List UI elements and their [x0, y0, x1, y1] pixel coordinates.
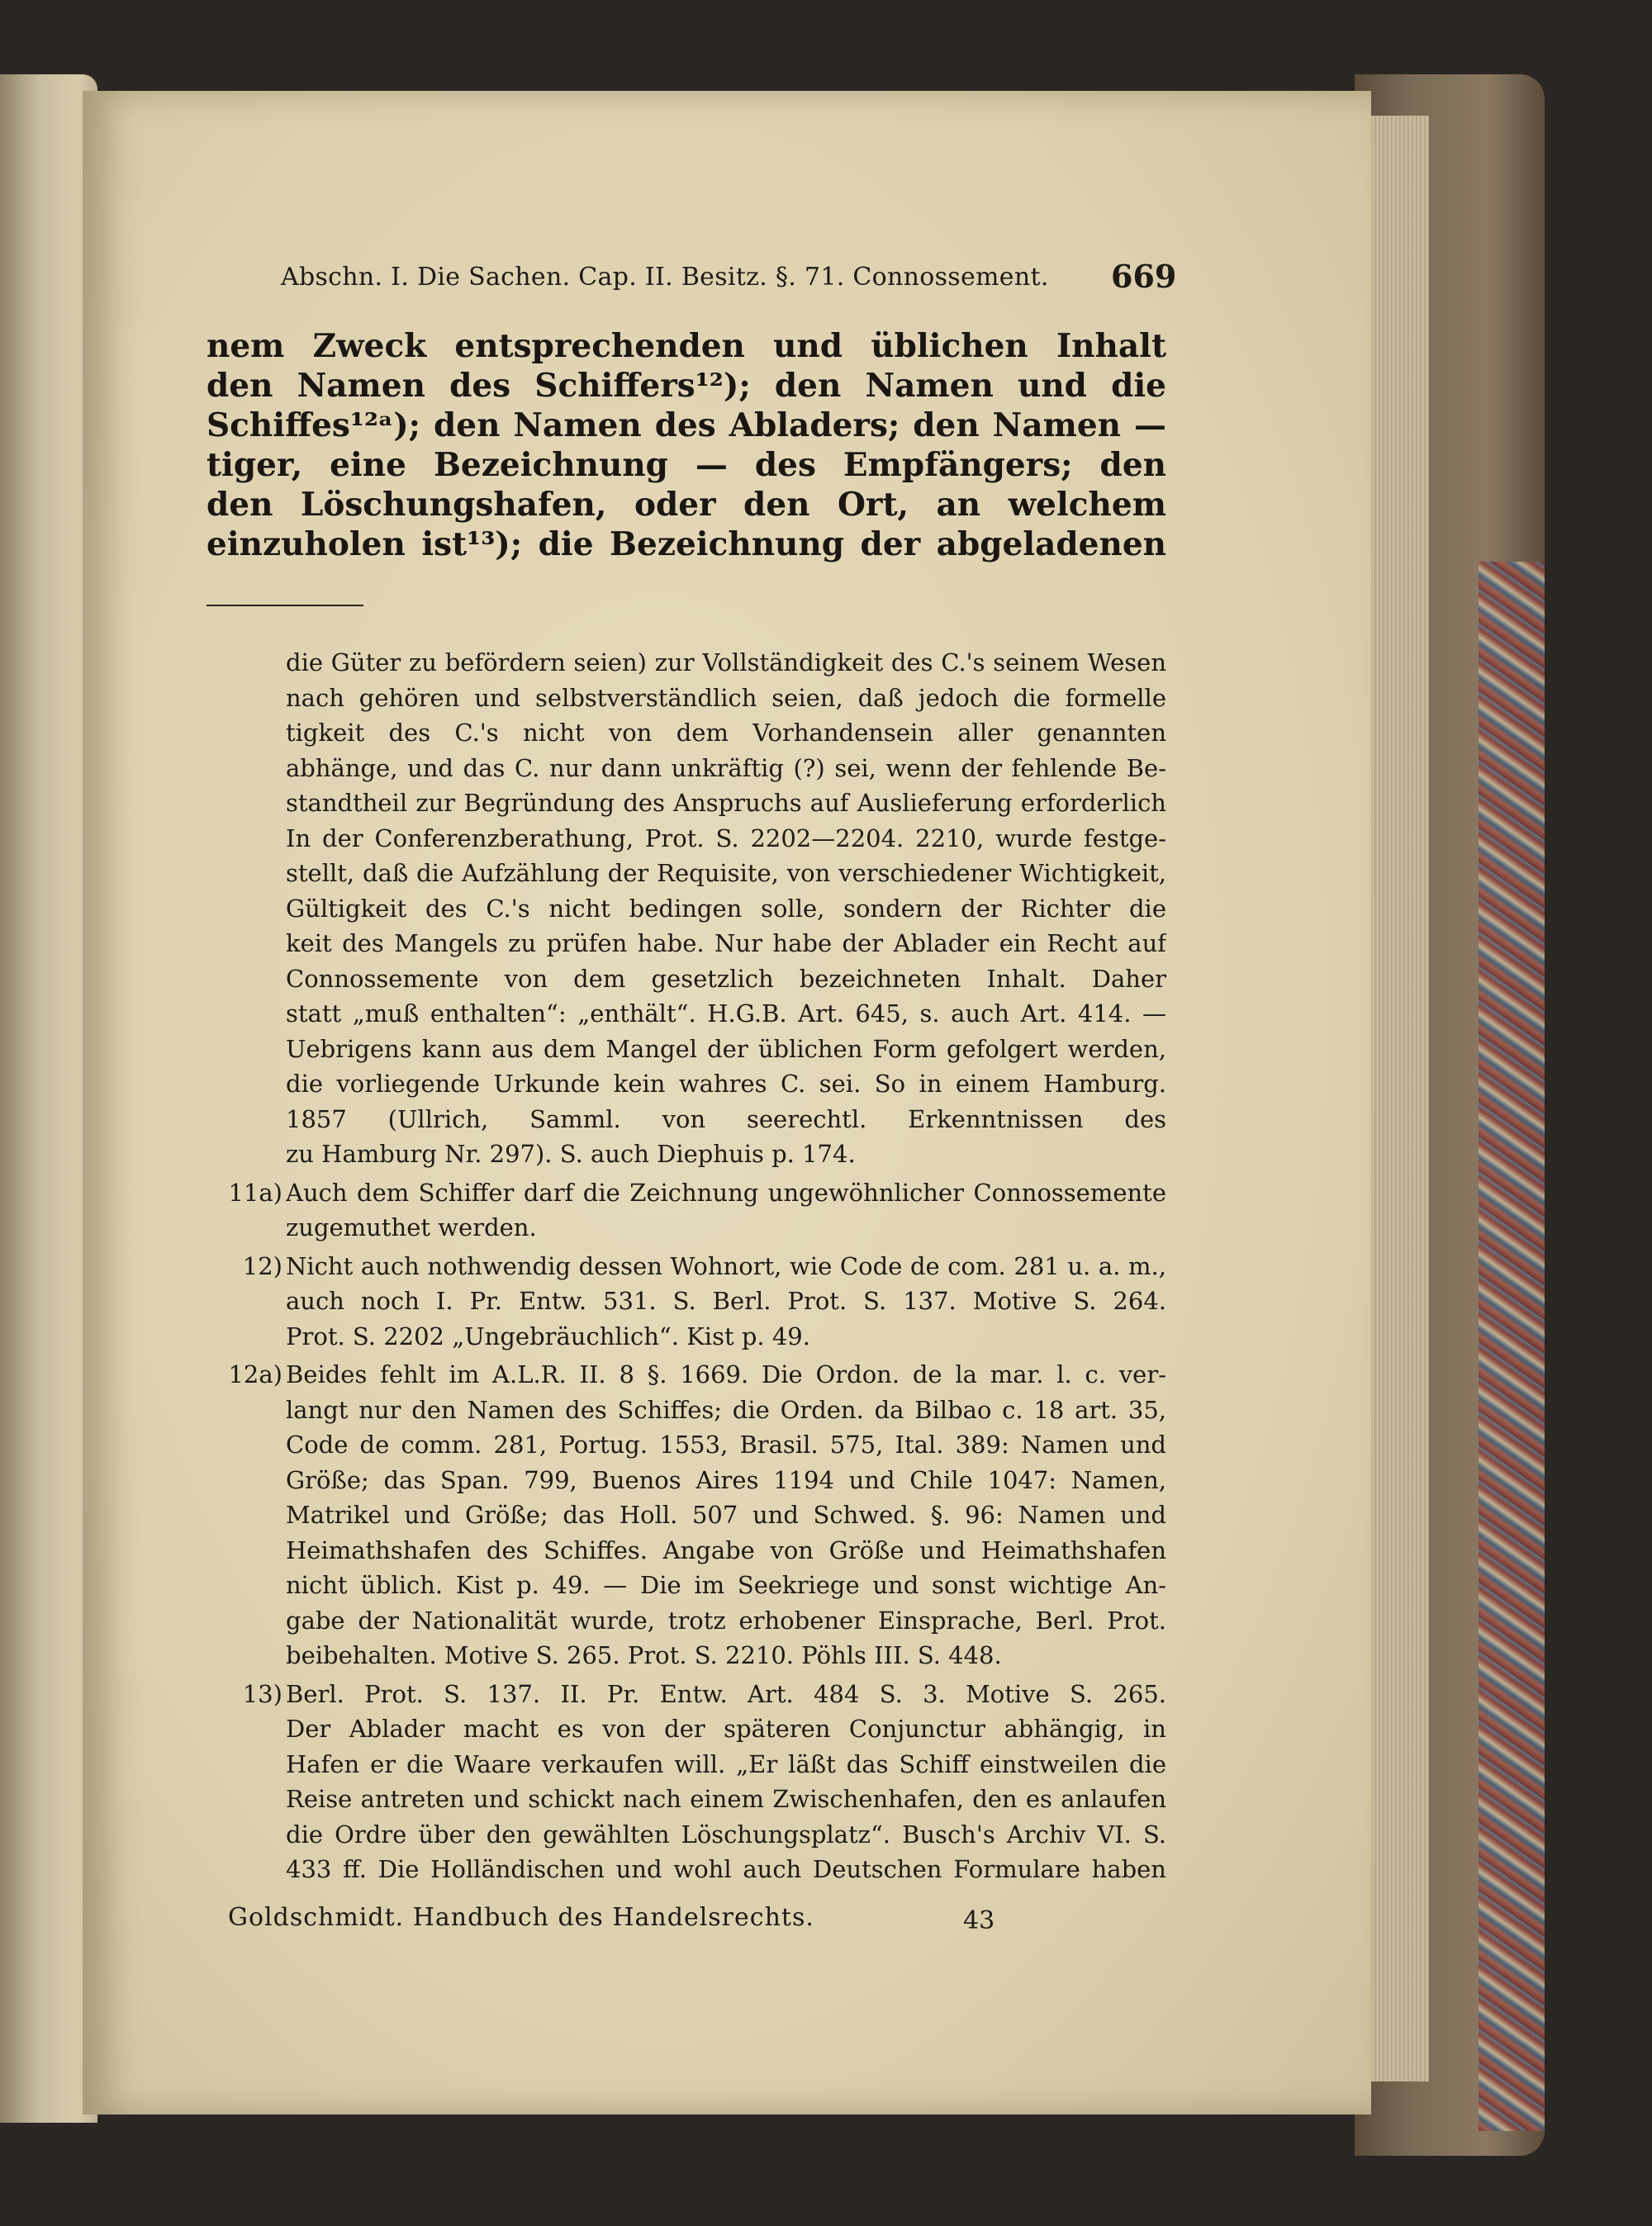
footnote-line: Hafen er die Waare verkaufen will. „Er läßt das Schiff einstweilen die — [286, 1749, 1166, 1778]
footnote-line: 433 ff. Die Holländischen und wohl auch Deutschen Formulare haben — [286, 1855, 1166, 1883]
footnote-line: Heimathshafen des Schiffes. Angabe von Größe und Heimathshafen — [286, 1535, 1166, 1564]
footnote-line: standtheil zur Begründung des Anspruchs auf Auslieferung erforderlich — [286, 789, 1166, 817]
footnote-rule — [206, 605, 363, 606]
body-line: den Löschungshafen, oder den Ort, an welchem — [206, 486, 1166, 524]
body-line: nem Zweck entsprechenden und üblichen Inhalt — [206, 327, 1166, 365]
footnote-line: Der Ablader macht es von der späteren Conjunctur abhängig, in — [286, 1715, 1166, 1743]
footnote-line: Beides fehlt im A.L.R. II. 8 §. 1669. Die Ordon. de la mar. l. c. ver- — [286, 1360, 1166, 1388]
footnote-line: Prot. S. 2202 „Ungebräuchlich“. Kist p. 49. — [286, 1322, 810, 1350]
footnote-line: die Güter zu befördern seien) zur Vollständigkeit des C.'s seinem Wesen — [286, 648, 1166, 676]
footnote-line: stellt, daß die Aufzählung der Requisite, von verschiedener Wichtigkeit, — [286, 859, 1166, 887]
footnote-label: 12) — [242, 1251, 282, 1280]
footnote-line: gabe der Nationalität wurde, trotz erhobener Einsprache, Berl. Prot. — [286, 1606, 1166, 1635]
footnote-line: tigkeit des C.'s nicht von dem Vorhandensein aller genannten — [286, 719, 1166, 747]
footnote-line: Größe; das Span. 799, Buenos Aires 1194 und Chile 1047: Namen, — [286, 1465, 1166, 1494]
footnote-line: Auch dem Schiffer darf die Zeichnung ungewöhnlicher Connossemente — [286, 1178, 1166, 1207]
footnote-label: 13) — [242, 1679, 282, 1708]
footnote-line: zu Hamburg Nr. 297). S. auch Diephuis p. 174. — [286, 1140, 856, 1168]
footnote-line: statt „muß enthalten“: „enthält“. H.G.B. Art. 645, s. auch Art. 414. — — [286, 999, 1166, 1028]
footnote-line: zugemuthet werden. — [286, 1213, 537, 1241]
footnote-line: die vorliegende Urkunde kein wahres C. sei. So in einem Hamburg. — [286, 1070, 1166, 1098]
footnote-label: 12a) — [228, 1360, 282, 1388]
footnote-line: Matrikel und Größe; das Holl. 507 und Schwed. §. 96: Namen und — [286, 1501, 1166, 1529]
body-line: tiger, eine Bezeichnung — des Empfängers; den — [206, 446, 1166, 484]
body-line: Schiffes¹²ᵃ); den Namen des Abladers; den Namen — — [206, 406, 1166, 444]
signature-mark: 43 — [963, 1906, 995, 1935]
footnote-line: Reise antreten und schickt nach einem Zwischenhafen, den es anlaufen — [286, 1785, 1166, 1813]
footnote-line: nicht üblich. Kist p. 49. — Die im Seekriege und sonst wichtige An- — [286, 1571, 1166, 1599]
footnote-line: beibehalten. Motive S. 265. Prot. S. 2210. Pöhls III. S. 448. — [286, 1641, 1002, 1669]
footnote-label: 11a) — [228, 1178, 282, 1207]
footnote-line: In der Conferenzberathung, Prot. S. 2202—2204. 2210, wurde festge- — [286, 823, 1166, 852]
footnote-line: 1857 (Ullrich, Samml. von seerechtl. Erkenntnissen des — [286, 1104, 1166, 1133]
footnote-line: nach gehören und selbstverständlich seien, daß jedoch die formelle — [286, 683, 1166, 712]
body-line: den Namen des Schiffers¹²); den Namen und die — [206, 367, 1166, 405]
footnote-line: auch noch I. Pr. Entw. 531. S. Berl. Prot. S. 137. Motive S. 264. — [286, 1287, 1166, 1315]
footnote-line: Nicht auch nothwendig dessen Wohnort, wie Code de com. 281 u. a. m., — [286, 1251, 1166, 1280]
footer-title: Goldschmidt. Handbuch des Handelsrechts. — [228, 1903, 814, 1932]
footnote-line: keit des Mangels zu prüfen habe. Nur habe der Ablader ein Recht auf — [286, 929, 1166, 957]
running-head: Abschn. I. Die Sachen. Cap. II. Besitz. §. 71. Connossement. — [281, 263, 1049, 292]
footnote-line: Gültigkeit des C.'s nicht bedingen solle, sondern der Richter die — [286, 894, 1166, 923]
footnote-line: abhänge, und das C. nur dann unkräftig (?) sei, wenn der fehlende Be- — [286, 753, 1166, 782]
body-line: einzuholen ist¹³); die Bezeichnung der abgeladenen — [206, 525, 1166, 563]
page-number: 669 — [1111, 258, 1177, 295]
footnote-line: langt nur den Namen des Schiffes; die Orden. da Bilbao c. 18 art. 35, — [286, 1395, 1166, 1424]
footnote-line: Connossemente von dem gesetzlich bezeichneten Inhalt. Daher — [286, 964, 1166, 993]
footnote-line: Uebrigens kann aus dem Mangel der üblichen Form gefolgert werden, — [286, 1034, 1166, 1063]
marbled-edge — [1479, 562, 1545, 2131]
footnote-line: die Ordre über den gewählten Löschungsplatz“. Busch's Archiv VI. S. — [286, 1820, 1166, 1849]
footnote-line: Code de comm. 281, Portug. 1553, Brasil. 575, Ital. 389: Namen und — [286, 1431, 1166, 1459]
footnote-line: Berl. Prot. S. 137. II. Pr. Entw. Art. 484 S. 3. Motive S. 265. — [286, 1679, 1166, 1708]
